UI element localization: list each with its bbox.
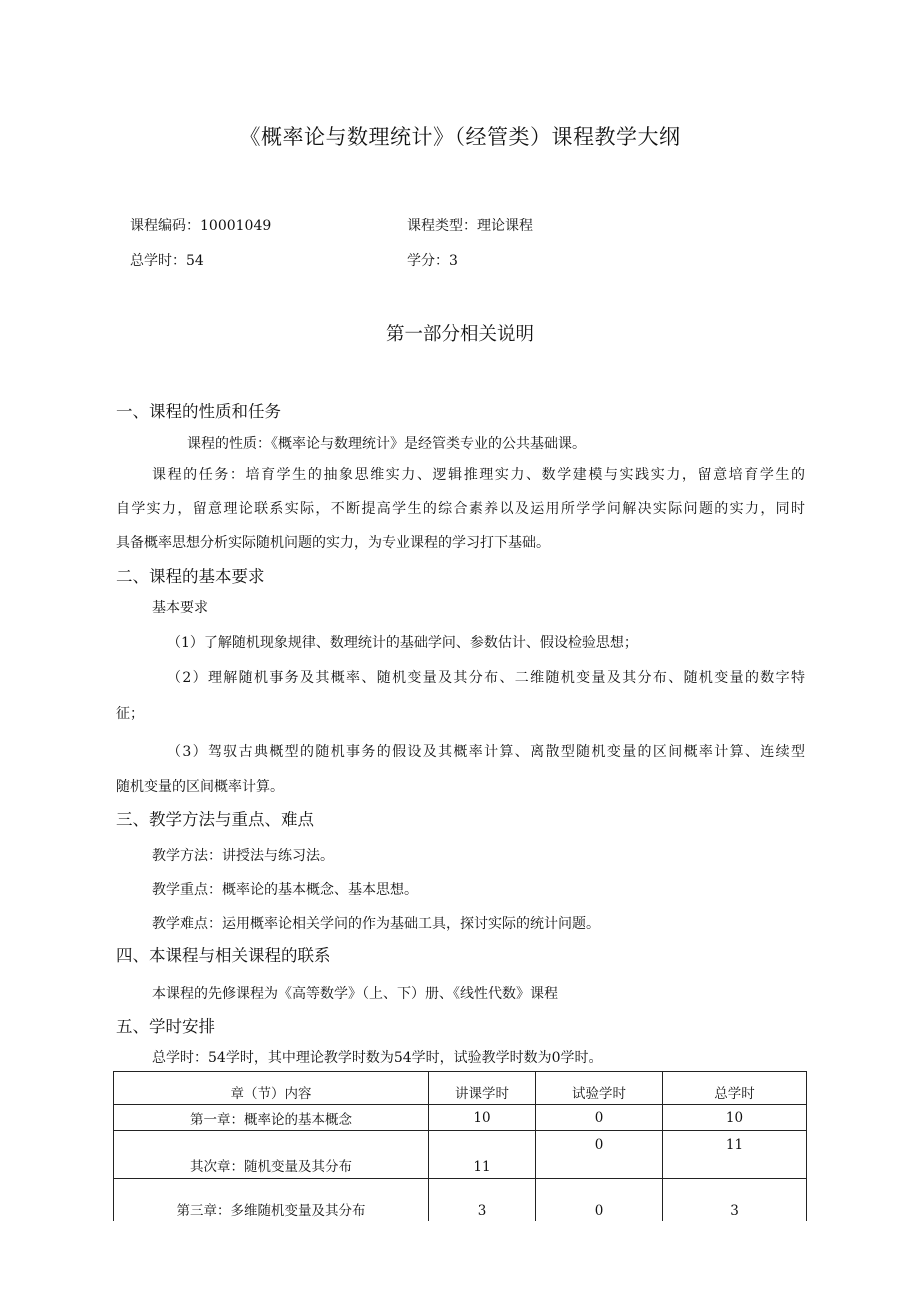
related-courses: 本课程的先修课程为《高等数学》（上、下）册、《线性代数》课程 — [152, 986, 558, 1002]
teaching-method: 教学方法：讲授法与练习法。 — [152, 848, 334, 864]
requirement-item: （1）了解随机现象规律、数理统计的基础学问、参数估计、假设检验思想； — [167, 635, 638, 651]
requirement-item: （2）理解随机事务及其概率、随机变量及其分布、二维随机变量及其分布、随机变量的数字特 — [167, 670, 805, 686]
table-cell: 10 — [429, 1105, 536, 1131]
course-task-line: 具备概率思想分析实际随机问题的实力，为专业课程的学习打下基础。 — [116, 535, 550, 551]
table-cell: 0 — [536, 1105, 663, 1131]
course-task-line: 自学实力，留意理论联系实际，不断提高学生的综合素养以及运用所学学问解决实际问题的实力，同时 — [116, 501, 805, 517]
column-header: 章（节）内容 — [114, 1072, 429, 1105]
total-hours: 总学时：54 — [130, 253, 204, 269]
column-header: 讲课学时 — [429, 1072, 536, 1105]
table-cell: 0 — [536, 1131, 663, 1179]
teaching-key-points: 教学重点：概率论的基本概念、基本思想。 — [152, 882, 418, 898]
table-cell: 10 — [663, 1105, 807, 1131]
course-task-line: 课程的任务：培育学生的抽象思维实力、逻辑推理实力、数学建模与实践实力，留意培育学生的 — [152, 467, 805, 483]
hours-table — [113, 1071, 807, 1221]
credits: 学分：3 — [407, 253, 458, 269]
course-type: 课程类型：理论课程 — [407, 218, 533, 234]
table-row — [114, 1105, 807, 1131]
hours-summary: 总学时：54学时，其中理论教学时数为54学时，试验教学时数为0学时。 — [152, 1050, 603, 1066]
column-header: 总学时 — [663, 1072, 807, 1105]
requirement-item: 随机变量的区间概率计算。 — [116, 779, 284, 795]
table-header-row — [114, 1072, 807, 1105]
table-row — [114, 1179, 807, 1222]
course-nature: 课程的性质：《概率论与数理统计》是经管类专业的公共基础课。 — [187, 436, 586, 452]
section-heading-3: 三、教学方法与重点、难点 — [116, 810, 314, 829]
course-code: 课程编码：10001049 — [130, 218, 272, 234]
section-heading-5: 五、学时安排 — [116, 1017, 215, 1036]
table-cell: 3 — [429, 1179, 536, 1222]
requirement-item: 征； — [116, 706, 144, 722]
section-heading-1: 一、课程的性质和任务 — [116, 402, 281, 421]
part-title: 第一部分相关说明 — [385, 324, 534, 345]
table-cell: 11 — [429, 1131, 536, 1179]
document-title: 《概率论与数理统计》（经管类）课程教学大纲 — [239, 125, 681, 149]
table-cell: 3 — [663, 1179, 807, 1222]
requirements-intro: 基本要求 — [152, 600, 208, 616]
table-cell: 其次章：随机变量及其分布 — [114, 1131, 429, 1179]
column-header: 试验学时 — [536, 1072, 663, 1105]
table-cell: 11 — [663, 1131, 807, 1179]
section-heading-4: 四、本课程与相关课程的联系 — [116, 946, 331, 965]
table-row — [114, 1131, 807, 1179]
section-heading-2: 二、课程的基本要求 — [116, 567, 265, 586]
table-cell: 第一章：概率论的基本概念 — [114, 1105, 429, 1131]
teaching-difficulties: 教学难点：运用概率论相关学问的作为基础工具，探讨实际的统计问题。 — [152, 916, 600, 932]
requirement-item: （3）驾驭古典概型的随机事务的假设及其概率计算、离散型随机变量的区间概率计算、连续型 — [167, 744, 805, 760]
table-cell: 第三章：多维随机变量及其分布 — [114, 1179, 429, 1222]
table-cell: 0 — [536, 1179, 663, 1222]
